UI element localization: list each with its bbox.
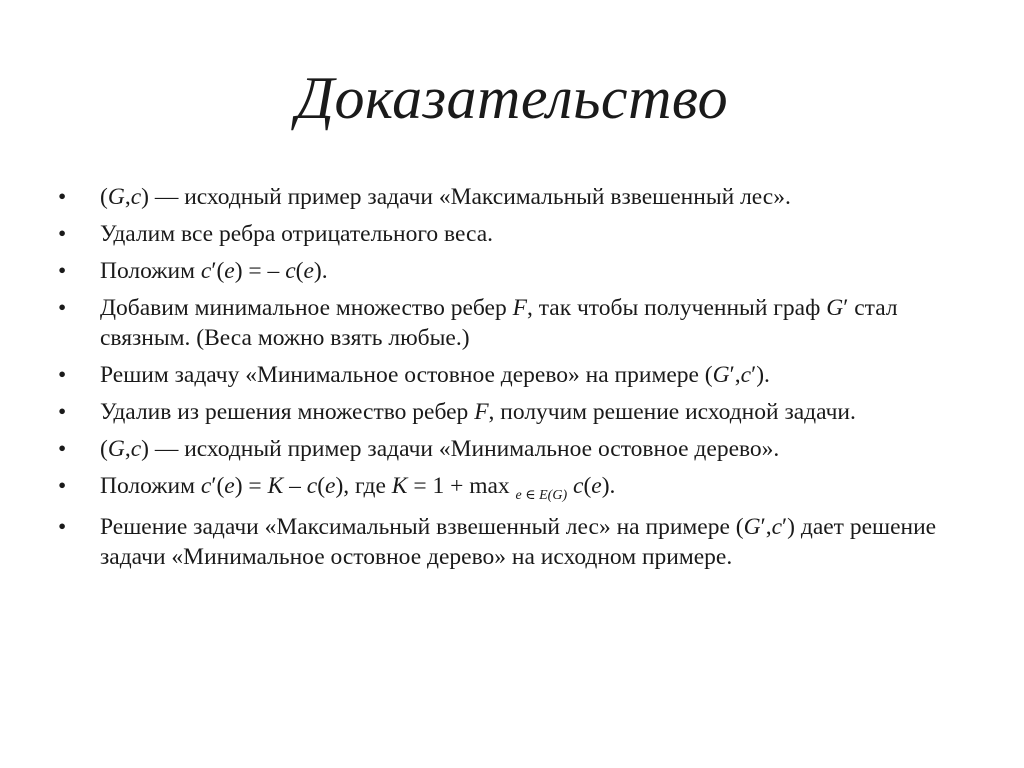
text-run: ) — исходный пример задачи «Максимальный взвешенный лес». xyxy=(141,184,791,210)
bullet-item xyxy=(58,293,958,353)
text-run: , получим решение исходной задачи. xyxy=(488,399,856,425)
text-run: ′( xyxy=(211,473,225,499)
text-run: K xyxy=(391,473,408,499)
text-run: Удалим все ребра отрицательного веса. xyxy=(100,221,494,247)
text-run: c xyxy=(573,473,584,499)
bullet-text xyxy=(100,399,856,425)
text-run: ′). xyxy=(751,362,770,388)
text-run: e xyxy=(303,258,314,284)
subscript-text: e ∈ E(G) xyxy=(515,488,568,503)
text-run: ′( xyxy=(211,258,225,284)
text-run: ′ стал связным. (Веса можно взять любые.) xyxy=(100,295,898,351)
text-run: ). xyxy=(313,258,328,284)
bullet-marker: • xyxy=(58,295,67,321)
text-run: – xyxy=(283,473,307,499)
text-run: c xyxy=(200,473,212,499)
slide-title: Доказательство xyxy=(295,65,729,131)
text-run: , xyxy=(124,184,131,210)
bullet-text xyxy=(100,362,770,388)
bullet-item xyxy=(58,182,958,212)
text-run: F xyxy=(512,295,527,321)
bullet-text xyxy=(100,473,616,503)
text-run: G xyxy=(712,362,730,388)
text-run: , так чтобы полученный граф xyxy=(526,295,827,321)
bullet-item xyxy=(58,360,958,390)
text-run: ( xyxy=(317,473,326,499)
bullet-item xyxy=(58,512,958,572)
text-run: Решение задачи «Максимальный взвешенный лес» на примере ( xyxy=(100,514,744,540)
bullet-item xyxy=(58,434,958,464)
text-run: ) = – xyxy=(234,258,286,284)
text-run: ′, xyxy=(729,362,741,388)
bullet-list xyxy=(58,182,958,579)
bullet-marker: • xyxy=(58,362,67,388)
bullet-text xyxy=(100,221,493,247)
text-run: Положим xyxy=(100,258,201,284)
bullet-text xyxy=(100,184,791,210)
bullet-marker: • xyxy=(58,184,67,210)
text-run: G xyxy=(107,184,125,210)
bullet-text xyxy=(100,436,779,462)
text-run: ( xyxy=(100,184,108,210)
text-run: ( xyxy=(100,436,108,462)
text-run: c xyxy=(740,362,752,388)
text-run: Положим xyxy=(100,473,201,499)
text-run: G xyxy=(107,436,125,462)
bullet-item xyxy=(58,256,958,286)
bullet-item xyxy=(58,397,958,427)
bullet-marker: • xyxy=(58,473,67,499)
bullet-marker: • xyxy=(58,258,67,284)
text-run: ). xyxy=(601,473,616,499)
text-run: ( xyxy=(295,258,304,284)
text-run: c xyxy=(306,473,318,499)
text-run: Решим задачу «Минимальное остовное дерево» на примере ( xyxy=(100,362,713,388)
text-run: e xyxy=(224,473,235,499)
text-run: G xyxy=(826,295,844,321)
text-run: , xyxy=(124,436,131,462)
text-run: G xyxy=(743,514,761,540)
bullet-text xyxy=(100,295,898,351)
text-run: c xyxy=(200,258,212,284)
text-run: Добавим минимальное множество ребер xyxy=(100,295,513,321)
bullet-marker: • xyxy=(58,221,67,247)
text-run: ) = xyxy=(234,473,268,499)
text-run: K xyxy=(267,473,284,499)
text-run: e xyxy=(325,473,336,499)
text-run: c xyxy=(130,436,142,462)
text-run: ′, xyxy=(760,514,772,540)
text-run: ( xyxy=(583,473,592,499)
text-run: c xyxy=(771,514,783,540)
text-run: ), где xyxy=(335,473,392,499)
text-run: e xyxy=(224,258,235,284)
text-run: e xyxy=(591,473,602,499)
bullet-item xyxy=(58,471,958,505)
text-run: ′) дает решение задачи «Минимальное остовное дерево» на исходном примере. xyxy=(100,514,937,570)
text-run: c xyxy=(130,184,142,210)
text-run: F xyxy=(474,399,489,425)
bullet-text xyxy=(100,258,328,284)
text-run: c xyxy=(285,258,296,284)
text-run: = 1 + max xyxy=(407,473,516,499)
bullet-marker: • xyxy=(58,514,67,540)
text-run: Удалив из решения множество ребер xyxy=(100,399,475,425)
bullet-marker: • xyxy=(58,399,67,425)
bullet-marker: • xyxy=(58,436,67,462)
bullet-item xyxy=(58,219,958,249)
text-run: ) — исходный пример задачи «Минимальное остовное дерево». xyxy=(141,436,780,462)
bullet-text xyxy=(100,514,936,570)
